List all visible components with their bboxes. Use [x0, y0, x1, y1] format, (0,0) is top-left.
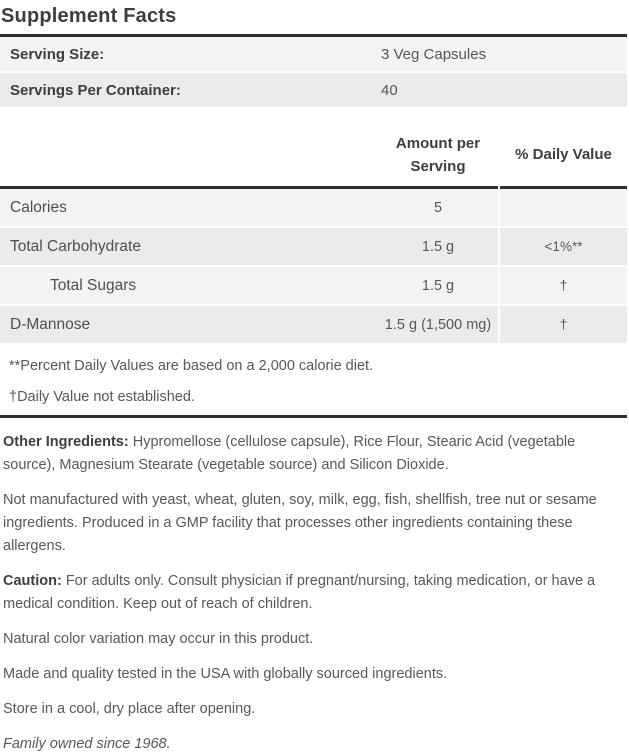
origin-note: Made and quality tested in the USA with globally sourced ingredients. — [3, 666, 448, 682]
nutrient-label: D-Mannose — [10, 315, 91, 333]
amount-cell: 1.5 g — [421, 277, 455, 294]
amount-cell: 1.5 g — [421, 238, 455, 255]
serving-size-value: 3 Veg Capsules — [381, 45, 487, 63]
nutrient-label: Calories — [10, 198, 67, 216]
table-footnotes — [0, 345, 627, 415]
serving-info-table — [0, 34, 627, 107]
servings-per-container-row — [0, 73, 627, 107]
caution-text: For adults only. Consult physician if pregnant/nursing, taking medication, or have a medical condition. Keep out of reach of children. — [3, 573, 596, 612]
other-ingredients-text: Hypromellose (cellulose capsule), Rice Flour, Stearic Acid (vegetable source), Magnesium Stearate (vegetable source) and Silicon Dioxide. — [3, 434, 576, 473]
details-section — [0, 418, 627, 756]
allergen-paragraph: Not manufactured with yeast, wheat, gluten, soy, milk, egg, fish, shellfish, tree nut or sesame ingredients. Produced in a GMP facility that processes other ingredients containing these allergens. — [3, 492, 597, 554]
other-ingredients-paragraph — [3, 431, 625, 477]
servings-per-container-label: Servings Per Container: — [10, 81, 181, 99]
daily-value-cell: † — [500, 267, 627, 304]
daily-value-cell: <1%** — [500, 228, 627, 265]
color-note: Natural color variation may occur in this product. — [3, 631, 314, 647]
caution-label: Caution: — [3, 573, 62, 589]
caution-paragraph — [3, 570, 625, 616]
nutrient-label: Total Carbohydrate — [10, 237, 141, 255]
amount-cell: 5 — [433, 199, 443, 216]
supplement-facts-panel — [0, 5, 627, 756]
servings-per-container-value: 40 — [381, 81, 398, 99]
nutrition-table — [0, 186, 627, 343]
page-title: Supplement Facts — [1, 5, 177, 27]
daily-value-cell — [500, 186, 627, 226]
storage-note: Store in a cool, dry place after opening. — [3, 701, 256, 717]
family-tagline: Family owned since 1968. — [3, 736, 171, 752]
column-header-daily-value: % Daily Value — [515, 146, 612, 164]
nutrition-column-headers — [0, 133, 627, 178]
column-header-amount: Amount per Serving — [395, 135, 481, 175]
serving-size-label: Serving Size: — [10, 45, 105, 63]
table-row-d-mannose — [0, 306, 627, 343]
amount-cell: 1.5 g (1,500 mg) — [384, 316, 492, 333]
footnote-daily-value-not-established: †Daily Value not established. — [9, 389, 195, 405]
other-ingredients-label: Other Ingredients: — [3, 434, 129, 450]
serving-size-row — [0, 37, 627, 71]
footnote-percent-daily-values: **Percent Daily Values are based on a 2,000 calorie diet. — [9, 358, 374, 374]
table-row-total-carbohydrate — [0, 228, 627, 265]
table-row-total-sugars — [0, 267, 627, 304]
table-row-calories — [0, 186, 627, 226]
column-header-spacer — [0, 133, 378, 178]
nutrient-label: Total Sugars — [50, 276, 137, 294]
daily-value-cell: † — [500, 306, 627, 343]
